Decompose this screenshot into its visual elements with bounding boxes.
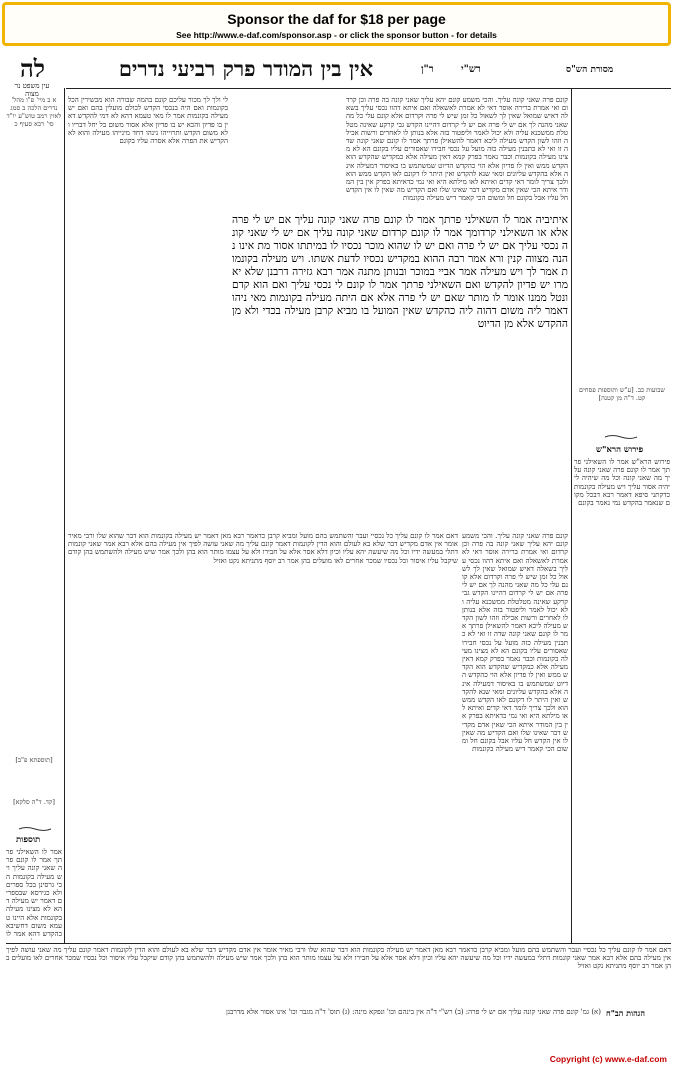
- ein-mishpat-note: א ב מיי' פ"ו מהל' נדרים הלכה ב סמג לאוין רמב טוש"ע יו"ד סי' רכא סעיף כ: [6, 96, 62, 128]
- gemara-text: איתיביה אמר לו השאילני פרתך אמר לו קונם פרה שאני קונה עליך אם יש לי פרה אלא או השאילני קרדומך אמר לו קונם קרדום שאני קונה עליך אם יש לי שאני קונה נכסי עליך אם יש לי פרה ואם יש לו שהוא מוכר נכסיו לו במיתתו אסור מת אינו נהנה מצווה קנין ורא אמר רבה ההוא במקדיש נכסיו לדעת אשתו. ויש מעילה בקונמות אמר לך ויש מעילה אמר אביי במוכר ובנותן מתנה אמר רבא גזירה דרבנן שלא יאמרו יש פדיון להקדש ואם השאילני פרתך אמר לו קונם לי נכסי עליך ואם הוא קדם ונטל ממנו אומר לו מותר שאם יש לי פרה אלא אם היתה מעילה בקונמות מאי ניהו דאמר ליה משום דהוה ליה כהקדש שאין המועל בו מביא קרבן מעילה בכדי ולא מן ההקדש אלא מן הדיוט: [232, 214, 568, 330]
- right-margin-rule: [571, 88, 572, 943]
- masoret-note: שבועות כב. [ע"ש ותוספות פסחים קט. ד"ה מן קטנה]: [579, 386, 665, 402]
- copyright-link[interactable]: Copyright (c) www.e-daf.com: [549, 1054, 667, 1064]
- header-rule: [66, 88, 671, 89]
- rosh-label: פירוש הרא"ש: [596, 445, 644, 455]
- rashi-label: רש"י: [461, 64, 481, 75]
- hagahot-text: (א) גמ' קונם פרה שאני קונה עליך אם יש לי פרה: (ב) רש"י ד"ה אין בינהם וכו' ונפקא מינה: (ג) תוס' ד"ה מגבר וכו' אינו אסור אלא מדרבנן: [225, 1008, 601, 1016]
- ein-mishpat-label: עין משפט נר מצוה: [14, 82, 50, 98]
- page-header: [6, 54, 671, 98]
- commentary-left: לי ולך לך מכור עליכם קונם בהמה שבורה הוא מכשירין הכל בקונמות ואם היה בנכסי הקדש לכולם מועלין בהם ואם יש מעילה בקונמות אמר לו מאי טעמא דהא לא דמי להקדש דאין בו פדיון והכא יש בו פדיון אלא אסור משום בל יחל דבריו ולא משום הקדש ותרוייהו נינהו דחד מינייהו מעילה והוא לא הקדיש את הפרה אלא אסרה עליו בקונם: [68, 96, 228, 146]
- rosh-text: פירוש הרא"ש אמר לו השאילני פרתך אמר לו קונם פרה שאני קונה עליך מה שאני קונה וכל מה שיהיה לי יהיה אסור עליך ויש מעילה בקונמות כדקתני סיפא דאמר רבא דבכל מקום שנאמר בהקדש נמי נאמר בקונם: [574, 458, 670, 508]
- left-margin-rule: [64, 88, 65, 943]
- ein-mishpat-note-3: [קד. ד"ה סלקא]: [13, 798, 55, 806]
- daf-number: לה: [20, 54, 46, 83]
- ein-mishpat-note-2: [תוספתא פ"ב]: [15, 756, 53, 764]
- commentary-right-middle: קונם פרה שאני קונה עליך. והכי משמע קונם יהא עליך שאני קונה בה פרה וכן קרדום ואי אמרת ברירה אוסר דאי לא אמרת לאשאלה ואם איתא דהוו נכסי עליך בשאלה דאיש שמואל שאין לך לשאול כל זמן שיש לי פרה וקרדום אלא קונם עלי כל מה שאני מהנה לך אם יש לי פרה אם יש לי קרדום דהיינו הקדש גבי קרקע שאינה מטלטלת ממשכנא עליה ולא יכול לאמר וליפטור בזה אלא בנותן לו לאחרים ורשות אכילה וזהו לשון הקדש מעילה ליכא דאמר להשאילן פרתך אמר לו קונם שאני קונה שדה זו ואי לא כתבנין מעילה כזה מועל על נכסי חבירו שאסורים עליו בקונם הא לא מצינו מעילה בקונמות וכבר נאמר בפרק קמא דאין מעילה אלא כמקדיש שהקדש הוא הקדש ממש ואין לו פדיון אלא הוי כהקדש הדיוט שמשתמש בו באיסור דמעילה אינה אלא בהקדש עליונים ומאי שנא להקדש ואין היתר לו דקונם לאו הקדש ממש הוא ולכך צריך לומר דאי קדים ואיתא לאו מילתא היא ואי נמי כדאיתא בפרק אין בין המודר איתא הכי שאין אדם מקדיש דבר שאינו שלו ואם הקדיש מה שאין לו אין הקדש חל עליו אבל בקונם חל ומשום הכי קאמר דיש מעילה בקונמות: [462, 532, 568, 754]
- tosafot-text: אמר לו השאילני פרתך אמר לו קונם פרה שאני קונה עליך ויש מעילה בקונמות הכי גרסינן בכל ספרים ולא כגירסא שבספרים דאמר יש מעילה דהא לא מצינו מעילה בקונמות אלא היינו טעמא משום דחשיבא כהקדש דהא אמר לו: [6, 848, 62, 939]
- commentary-lower: דאם אמר לו קונם עליך כל נכסיי ועבר והשתמש בהם מועל ומביא קרבן כדאמר רבא מאן דאמר יש מעילה בקונמות הוא דבר שהוא שלו ורבי מאיר אומר אין אדם מקדיש דבר שלא בא לעולם והוא הדין לקונמות דאמר קונם עליך מה שאני עושה לפיך אין מעילה בהם אלא רבא אמר שאני קונמות דתלי במעשה ידיו וכל מה שיעשה יהא עליו וכיון דלא אסר אלא על חבירו ולא על עצמו מותר הוא בהן ולכך אמר שיש מעילה ולהשתמש בהן קודם שיקבל עליו איסור וכל נכסיו שמכר אחרים לאו מועלים בהן אמר רב יוסף מתניתא נקט ואזיל: [68, 532, 458, 565]
- sponsor-subtitle[interactable]: See http://www.e-daf.com/sponsor.asp - or click the sponsor button - for details: [176, 30, 497, 40]
- talmud-page: [6, 56, 671, 1041]
- footer-commentary: דאם אמר לו קונם עליך כל נכסיי ועבר והשתמש בהם מועל ומביא קרבן כדאמר רבא מאן דאמר יש מעילה בקונמות הוא דבר שהוא שלו ורבי מאיר אומר אין אדם מקדיש דבר שלא בא לעולם והוא הדין לקונמות דאמר קונם עליך מה שאני עושה לפיך אין מעילה בהם אלא רבא אמר שאני קונמות דתלי במעשה ידיו וכל מה שיעשה יהא עליו וכיון דלא אסר אלא על חבירו ולא על עצמו מותר הוא בהן ולכך אמר שיש מעילה ולהשתמש בהן קודם שיקבל עליו איסור וכל נכסיו שמכר אחרים לאו מועלים בהן אמר רב יוסף מתניתא נקט ואזיל: [6, 946, 671, 971]
- ornament-icon: [604, 434, 638, 440]
- sponsor-title[interactable]: Sponsor the daf for $18 per page: [227, 11, 446, 27]
- commentary-right-top: קונם פרה שאני קונה עליך. והכי משמע קונם יהא עליך שאני קונה בה פרה וכן קרדום ואי אמרת ברירה אוסר דאי לא אמרת לאשאלה ואם איתא דהוו נכסי עליך בשאלה דאיש שמואל שאין לך לשאול כל זמן שיש לי פרה וקרדום אלא קונם עלי כל מה שאני מהנה לך אם יש לי פרה אם יש לי קרדום דהיינו הקדש גבי קרקע שאינה מטלטלת ממשכנא עליה ולא יכול לאמר וליפטור בזה אלא בנותן לו לאחרים ורשות אכילה וזהו לשון הקדש מעילה ליכא דאמר להשאילן פרתך אמר לו קונם שאני קונה שדה זו ואי לא כתבנין מעילה כזה מועל על נכסי חבירו שאסורים עליו בקונם הא לא מצינו מעילה בקונמות וכבר נאמר בפרק קמא דאין מעילה אלא כמקדיש שהקדש הוא הקדש ממש ואין לו פדיון אלא הוי כהקדש הדיוט שמשתמש בו באיסור דמעילה אינה אלא בהקדש עליונים ומאי שנא להקדש ואין היתר לו דקונם לאו הקדש ממש הוא ולכך צריך לומר דאי קדים ואיתא לאו מילתא היא ואי נמי כדאיתא בפרק אין בין המודר איתא הכי שאין אדם מקדיש דבר שאינו שלו ואם הקדיש מה שאין לו אין הקדש חל עליו אבל בקונם חל ומשום הכי קאמר דיש מעילה בקונמות: [346, 96, 568, 203]
- footer-rule: [6, 943, 671, 944]
- ran-label: ר"ן: [421, 64, 434, 75]
- tractate-title: אין בין המודר פרק רביעי נדרים: [118, 56, 374, 81]
- hagahot-label: הגהות הב"ח: [606, 1008, 645, 1018]
- sponsor-banner[interactable]: [2, 2, 671, 46]
- masoret-label: מסורת הש"ס: [566, 65, 614, 75]
- tosafot-label: תוספות: [16, 835, 41, 845]
- ornament-icon: [18, 826, 52, 832]
